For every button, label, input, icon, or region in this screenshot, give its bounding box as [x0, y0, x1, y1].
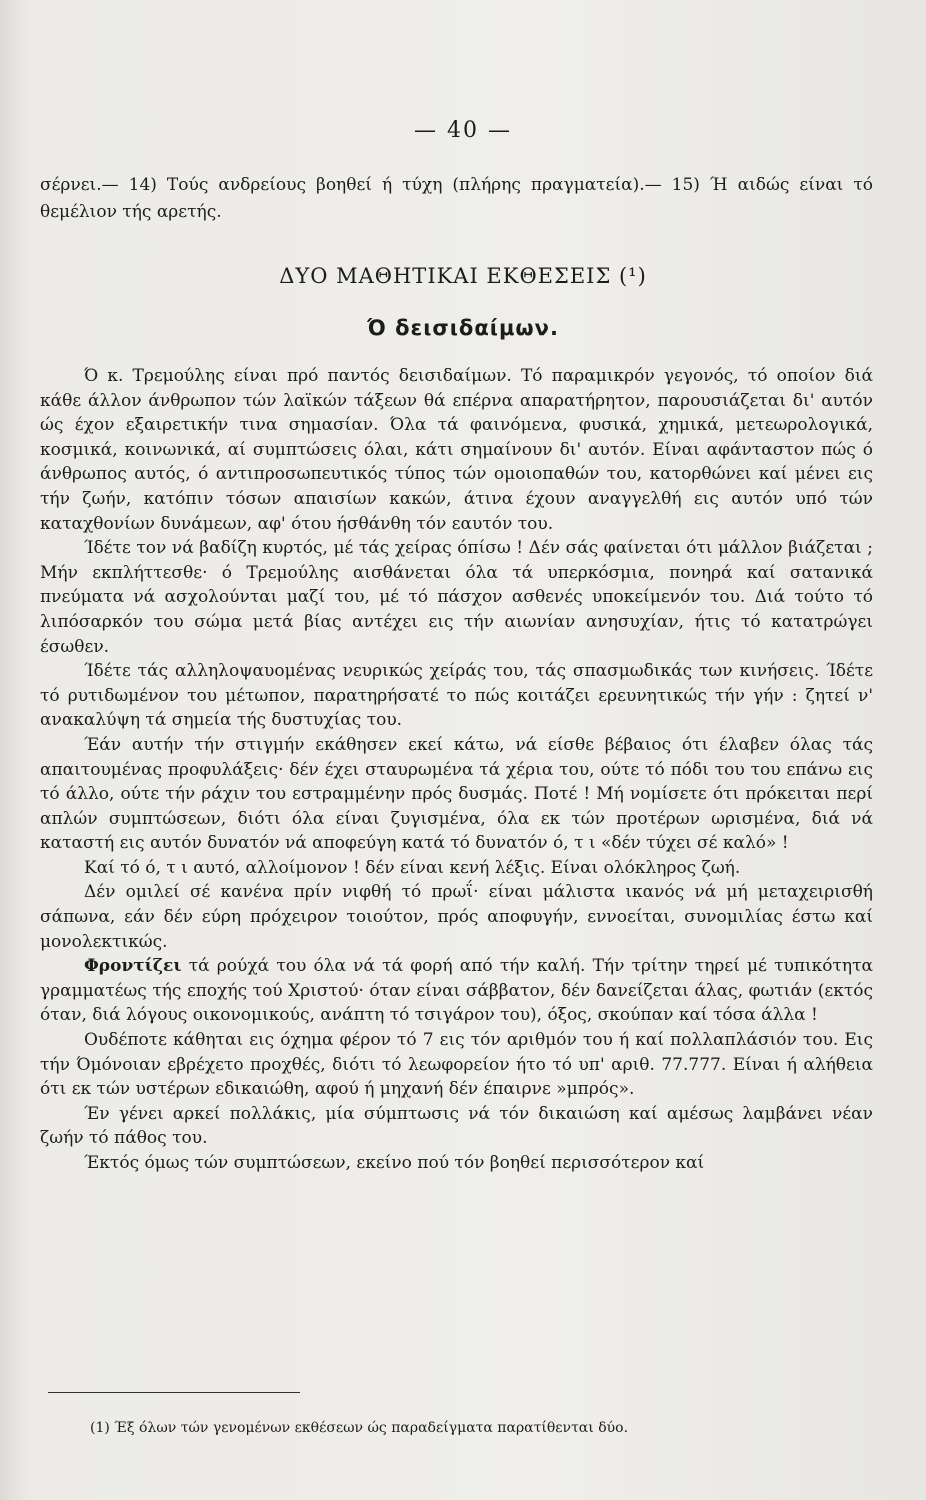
- section-heading: ΔΥΟ ΜΑΘΗΤΙΚΑΙ ΕΚΘΕΣΕΙΣ (¹): [279, 264, 647, 288]
- paragraph-9: Έν γένει αρκεί πολλάκις, μία σύμπτωσις νά τόν δικαιώση καί αμέσως λαμβάνει νέαν ζωήν τό πάθος του.: [40, 1103, 873, 1149]
- lead-text: σέρνει.— 14) Τούς ανδρείους βοηθεί ή τύχη (πλήρης πραγματεία).— 15) Ή αιδώς είναι τό θεμέλιον τής αρετής.: [40, 175, 873, 222]
- paragraph-1: Ό κ. Τρεμούλης είναι πρό παντός δεισιδαίμων. Τό παραμικρόν γεγονός, τό οποίον διά κάθε άλλον άνθρωπον τών λαϊκών τάξεων θά επέρνα απαρατήρητον, παρουσιάζεται δι' αυτόν ώς έχον εξαιρετικήν τινα σημασίαν. Όλα τά φαινόμενα, φυσικά, χημικά, μετεωρολογικά, κοσμικά, κοινωνικά, αί συμπτώσεις όλαι, κάτι σημαίνουν δι' αυτόν. Είναι αφάνταστον πώς ό άνθρωπος αυτός, ό αντιπροσωπευτικός τύπος τών ομοιοπαθών του, κατορθώνει καί μένει εις τήν ζωήν, κατόπιν τόσων απαισίων κακών, άτινα έχουν αναγγελθή εις αυτόν υπό τών καταχθονίων δυνάμεων, αφ' ότου ήσθάνθη τόν εαυτόν του.: [40, 366, 873, 534]
- essay-title: Ό δεισιδαίμων.: [367, 316, 559, 340]
- paragraph-7: [40, 954, 873, 1028]
- paragraph-3: Ίδέτε τάς αλληλοψαυομένας νευρικώς χείράς του, τάς σπασμωδικάς των κινήσεις. Ίδέτε τό ρυτιδωμένον του μέτωπον, παρατηρήσατέ το πώς κοιτάζει ερευνητικώς τήν γήν : ζητεί ν' ανακαλύψη τά σημεία τής δυστυχίας του.: [40, 661, 873, 731]
- paragraph-8: Ουδέποτε κάθηται εις όχημα φέρον τό 7 εις τόν αριθμόν του ή καί πολλαπλάσιόν του. Εις τήν Όμόνοιαν εβρέχετο προχθές, διότι τό λεωφορείον ήτο τό υπ' αριθ. 77.777. Είναι ή αλήθεια ότι εκ τών υστέρων εδικαιώθη, αφού ή μηχανή δέν έπαιρνε »μπρός».: [40, 1030, 873, 1100]
- paragraph-10: Έκτός όμως τών συμπτώσεων, εκείνο πού τόν βοηθεί περισσότερον καί: [84, 1153, 705, 1173]
- paragraph-7-rest: τά ρούχά του όλα νά τά φορή από τήν καλή. Τήν τρίτην τηρεί μέ τυπικότητα γραμματέως τής εποχής τού Χριστού· όταν είναι σάββατον, δέν δανείζεται άλας, φωτιάν (εκτός όταν, διά λόγους οικονομικούς, ανάπτη τό τσιγάρον του), όξος, σκούπαν καί τόσα άλλα !: [40, 956, 873, 1026]
- lead-paragraph: [40, 172, 873, 226]
- footnote: (1) Έξ όλων τών γενομένων εκθέσεων ώς παραδείγματα παρατίθενται δύο.: [90, 1420, 629, 1436]
- paragraph-6: Δέν ομιλεί σέ κανένα πρίν νιφθή τό πρωΐ· είναι μάλιστα ικανός νά μή μεταχειρισθή σάπωνα, εάν δέν εύρη πρόχειρον τοιούτον, πρός αποφυγήν, εννοείται, συνομιλίας έστω καί μονολεκτικώς.: [40, 882, 873, 952]
- page-number: — 40 —: [414, 118, 512, 143]
- paragraph-5: Καί τό ό, τ ι αυτό, αλλοίμονον ! δέν είναι κενή λέξις. Είναι ολόκληρος ζωή.: [84, 857, 741, 878]
- essay-body: [40, 364, 873, 1176]
- paragraph-4: Έάν αυτήν τήν στιγμήν εκάθησεν εκεί κάτω, νά είσθε βέβαιος ότι έλαβεν όλας τάς απαιτουμένας προφυλάξεις· δέν έχει σταυρωμένα τά χέρια του, ούτε τό πόδι του του επάνω εις τό άλλο, ούτε τήν ράχιν του εστραμμένην πρός δυσμάς. Ποτέ ! Μή νομίσετε ότι πρόκειται περί απλών συμπτώσεων, διότι όλα είναι ζυγισμένα, όλα εκ τών προτέρων ωρισμένα, διά νά καταστή εις αυτόν δυνατόν νά αποφεύγη κατά τό δυνατόν ό, τ ι «δέν τύχει σέ καλό» !: [40, 734, 873, 854]
- paragraph-7-bold-start: Φροντίζει: [84, 956, 182, 977]
- paragraph-2: Ίδέτε τον νά βαδίζη κυρτός, μέ τάς χείρας όπίσω ! Δέν σάς φαίνεται ότι μάλλον βιάζεται ; Μήν εκπλήττεσθε· ό Τρεμούλης αισθάνεται όλα τά υπερκόσμια, πονηρά καί σατανικά πνεύματα νά ασχολούνται μαζί του, μέ τό πάσχον ασθενές υποκείμενόν του. Διά τούτο τό λιπόσαρκόν του σώμα μετά βίας αντέχει εις τήν αιωνίαν ανησυχίαν, ήτις τό κατατρώγει έσωθεν.: [40, 538, 873, 657]
- footnote-divider: [48, 1392, 300, 1393]
